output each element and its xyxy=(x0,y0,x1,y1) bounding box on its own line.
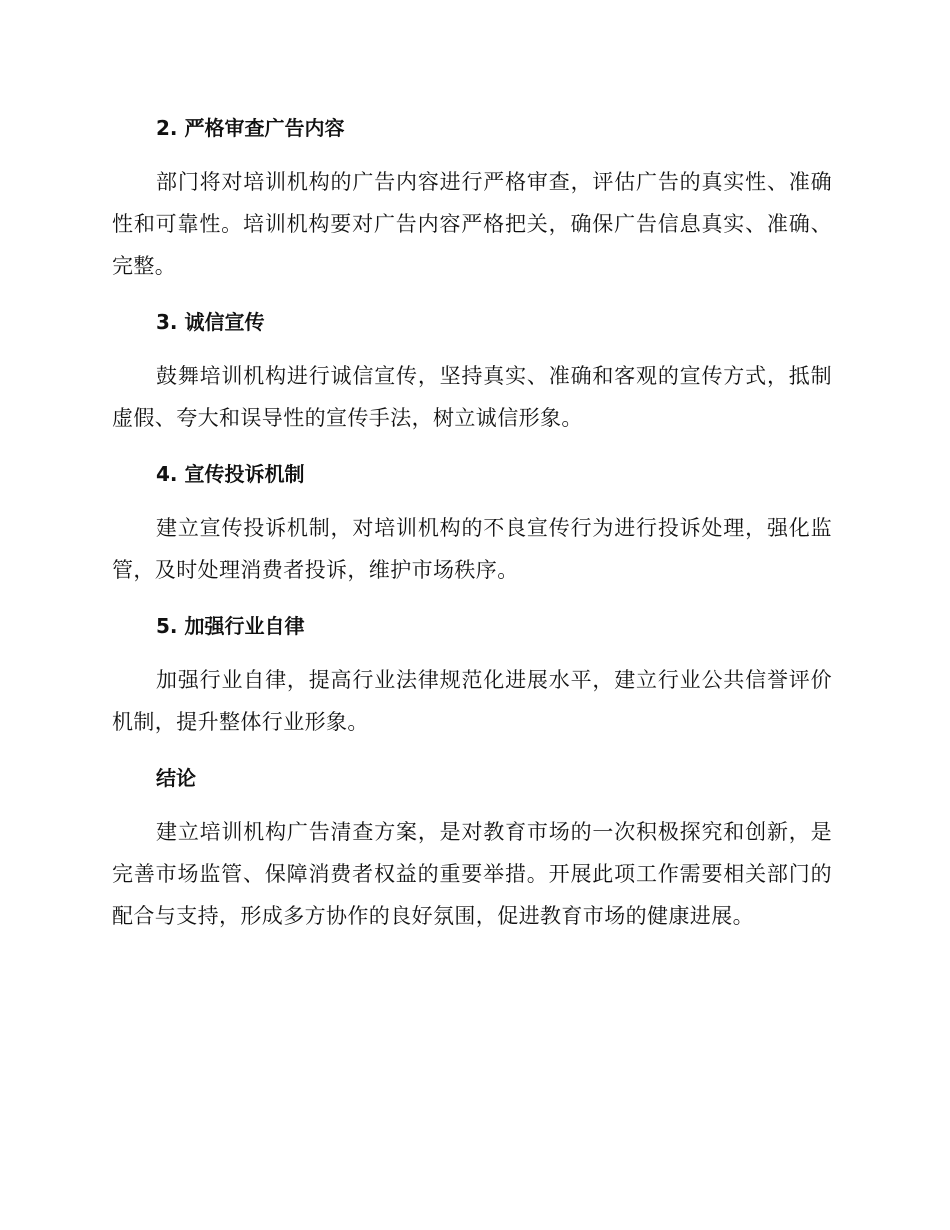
section-conclusion xyxy=(112,758,832,937)
section-paragraph: 部门将对培训机构的广告内容进行严格审查，评估广告的真实性、准确性和可靠性。培训机构要对广告内容严格把关，确保广告信息真实、准确、完整。 xyxy=(112,170,832,278)
section-heading: 结论 xyxy=(156,766,196,790)
section-paragraph: 鼓舞培训机构进行诚信宣传，坚持真实、准确和客观的宣传方式，抵制虚假、夸大和误导性的宣传手法，树立诚信形象。 xyxy=(112,364,832,430)
section-paragraph: 加强行业自律，提高行业法律规范化进展水平，建立行业公共信誉评价机制，提升整体行业形象。 xyxy=(112,668,832,734)
section-heading: 2. 严格审查广告内容 xyxy=(156,116,345,140)
section-heading: 5. 加强行业自律 xyxy=(156,614,305,638)
section-complaint-mechanism xyxy=(112,454,832,591)
section-paragraph: 建立培训机构广告清查方案，是对教育市场的一次积极探究和创新，是完善市场监管、保障消费者权益的重要举措。开展此项工作需要相关部门的配合与支持，形成多方协作的良好氛围，促进教育市场的健康进展。 xyxy=(112,820,832,928)
document-content xyxy=(112,108,832,952)
section-honest-promotion xyxy=(112,302,832,439)
section-paragraph: 建立宣传投诉机制，对培训机构的不良宣传行为进行投诉处理，强化监管，及时处理消费者投诉，维护市场秩序。 xyxy=(112,516,832,582)
section-industry-self-discipline xyxy=(112,606,832,743)
section-strict-review xyxy=(112,108,832,287)
section-heading: 4. 宣传投诉机制 xyxy=(156,462,305,486)
section-heading: 3. 诚信宣传 xyxy=(156,310,265,334)
